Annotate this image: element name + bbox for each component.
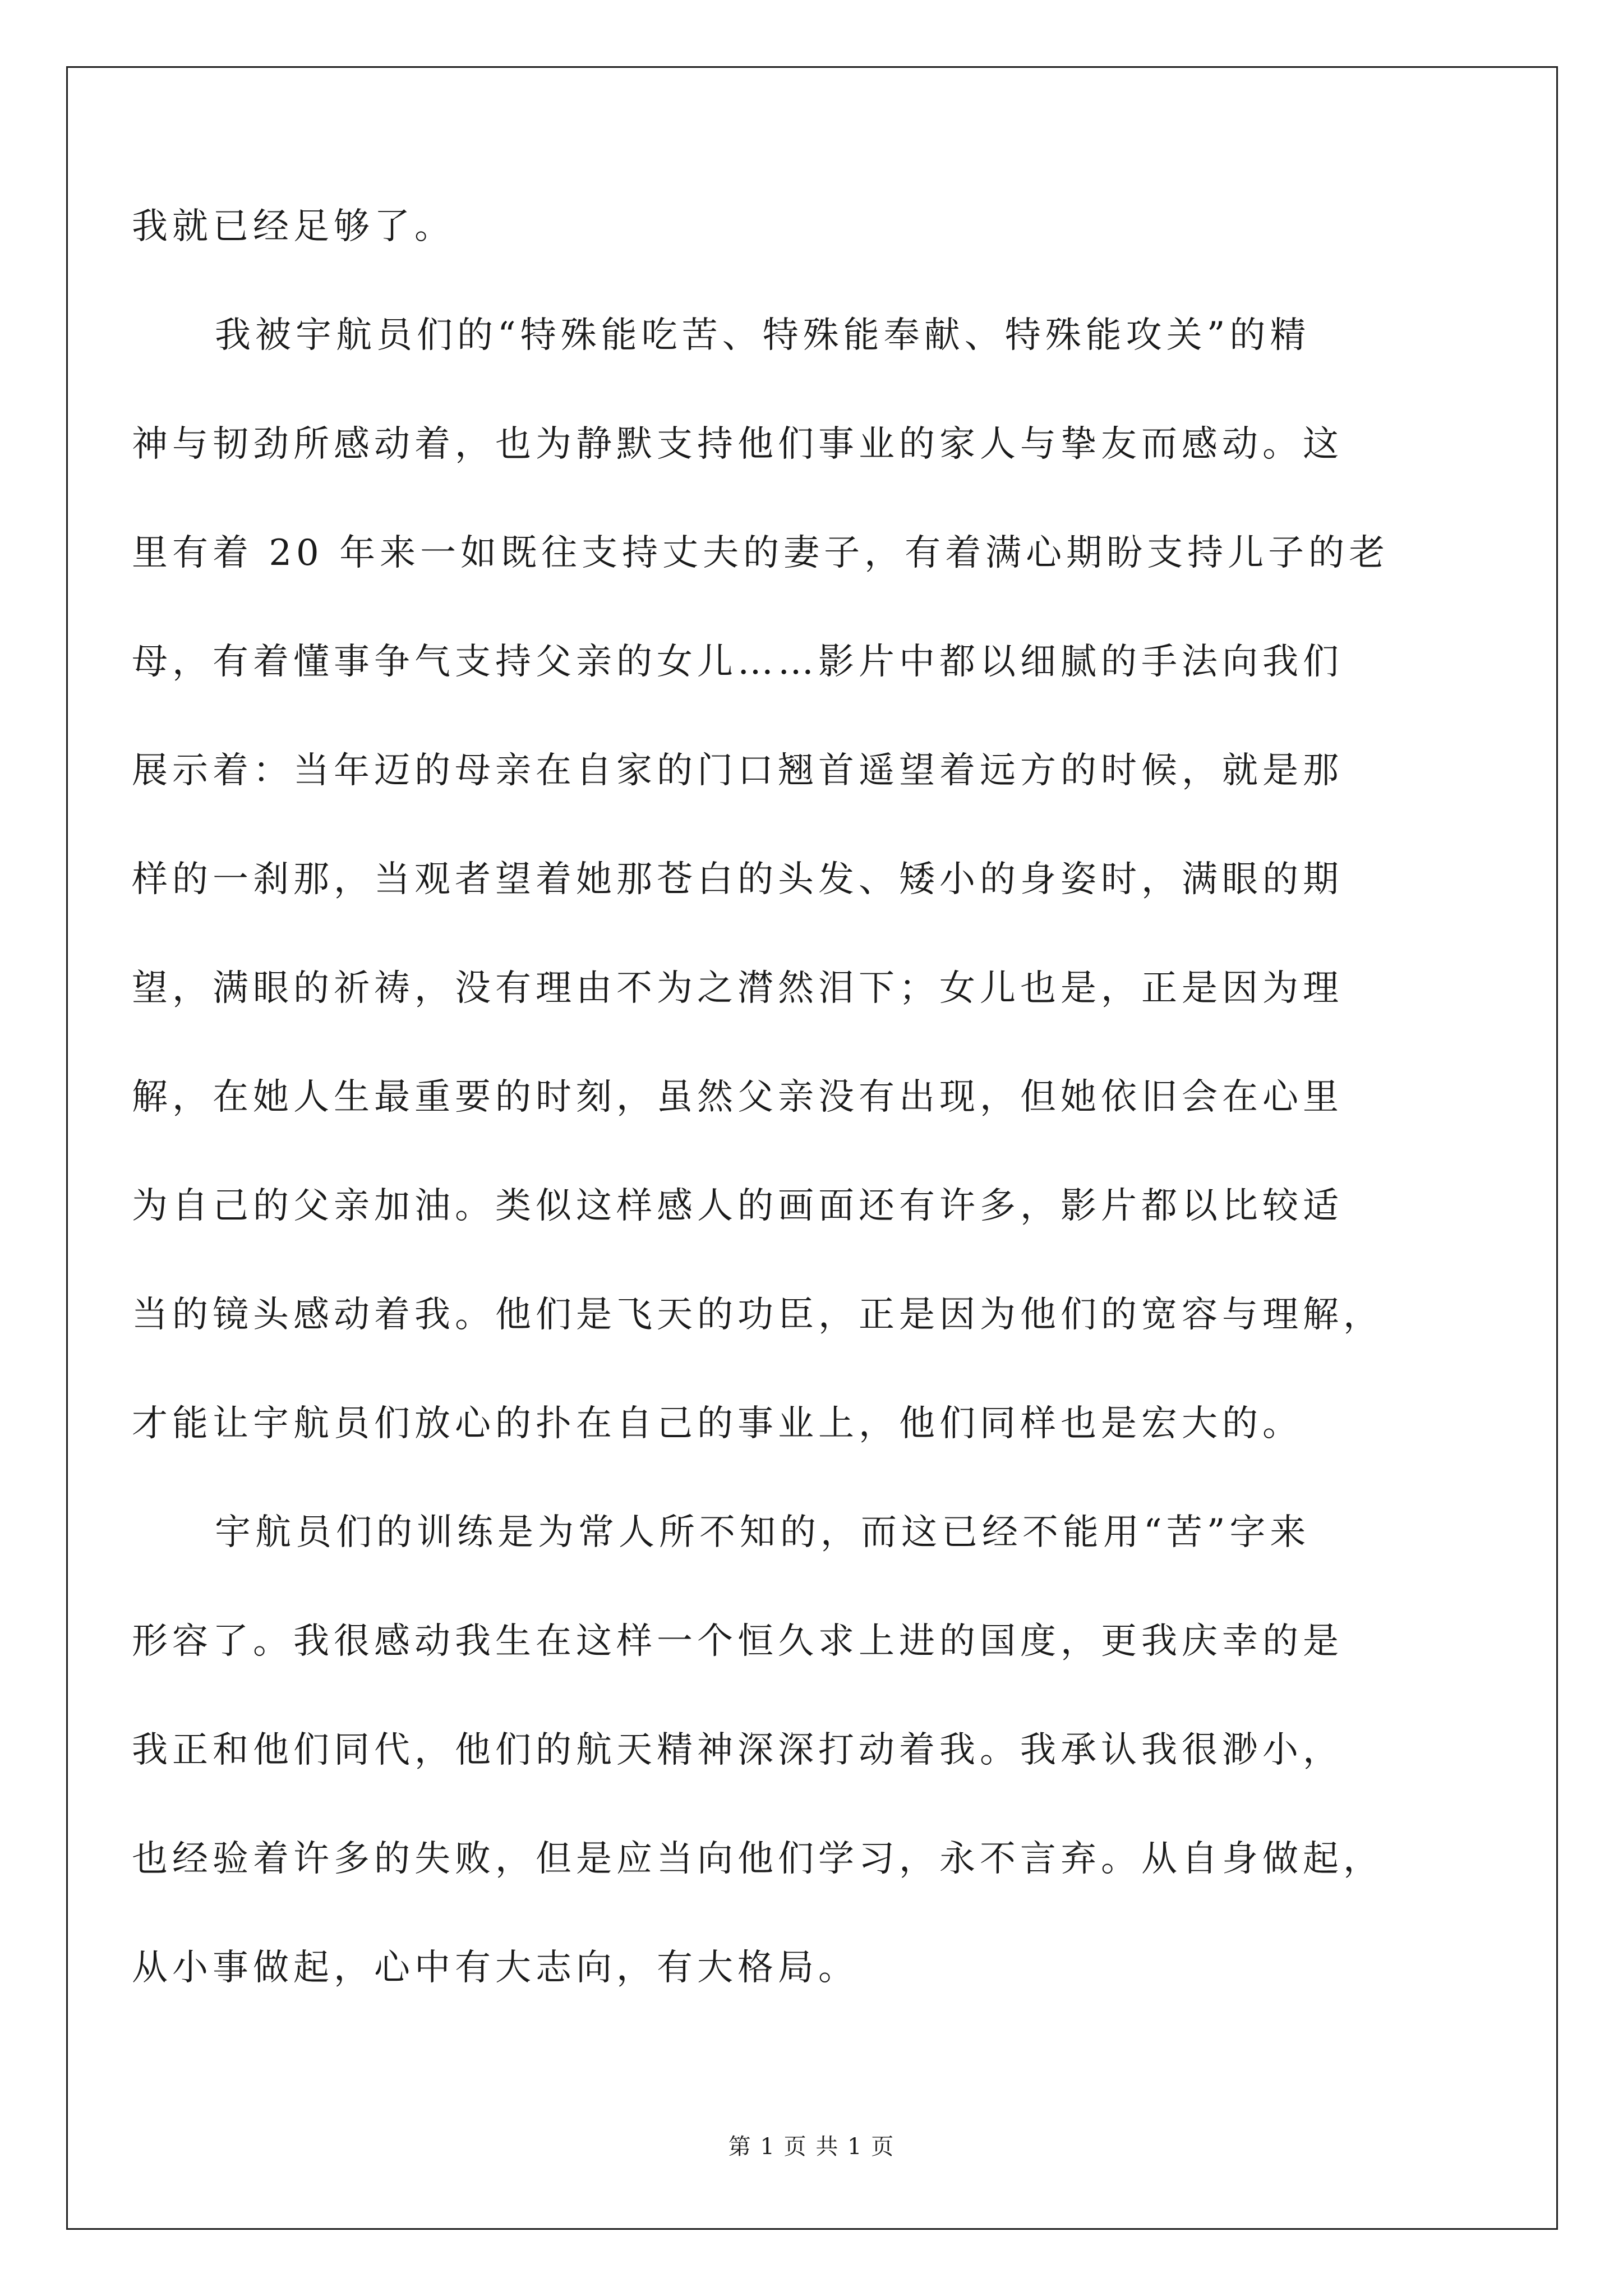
text-line-1: 我就已经足够了。	[132, 206, 455, 247]
text-line-12: 才能让宇航员们放心的扑在自己的事业上，他们同样也是宏大的。	[132, 1403, 1303, 1444]
text-line-13: 宇航员们的训练是为常人所不知的，而这已经不能用“苦”字来	[215, 1512, 1311, 1553]
text-line-3: 神与韧劲所感动着，也为静默支持他们事业的家人与挚友而感动。这	[132, 424, 1343, 465]
text-line-8: 望，满眼的祈祷，没有理由不为之潸然泪下；女儿也是，正是因为理	[132, 968, 1343, 1009]
text-line-16: 也经验着许多的失败，但是应当向他们学习，永不言弃。从自身做起，	[132, 1838, 1384, 1880]
text-line-4: 里有着 20 年来一如既往支持丈夫的妻子，有着满心期盼支持儿子的老	[132, 532, 1390, 574]
text-line-17: 从小事做起，心中有大志向，有大格局。	[132, 1947, 859, 1989]
text-line-14: 形容了。我很感动我生在这样一个恒久求上进的国度，更我庆幸的是	[132, 1621, 1343, 1662]
text-line-2: 我被宇航员们的“特殊能吃苦、特殊能奉献、特殊能攻关”的精	[215, 315, 1311, 356]
text-line-11: 当的镜头感动着我。他们是飞天的功臣，正是因为他们的宽容与理解，	[132, 1294, 1384, 1336]
page-number-footer: 第 1 页 共 1 页	[728, 2134, 895, 2160]
text-line-10: 为自己的父亲加油。类似这样感人的画面还有许多，影片都以比较适	[132, 1185, 1343, 1227]
text-line-9: 解，在她人生最重要的时刻，虽然父亲没有出现，但她依旧会在心里	[132, 1076, 1343, 1118]
text-line-6: 展示着：当年迈的母亲在自家的门口翘首遥望着远方的时候，就是那	[132, 750, 1343, 792]
text-line-5: 母，有着懂事争气支持父亲的女儿……影片中都以细腻的手法向我们	[132, 641, 1343, 683]
text-line-15: 我正和他们同代，他们的航天精神深深打动着我。我承认我很渺小，	[132, 1729, 1343, 1771]
text-line-7: 样的一刹那，当观者望着她那苍白的头发、矮小的身姿时，满眼的期	[132, 859, 1343, 900]
document-body	[132, 206, 1489, 2059]
